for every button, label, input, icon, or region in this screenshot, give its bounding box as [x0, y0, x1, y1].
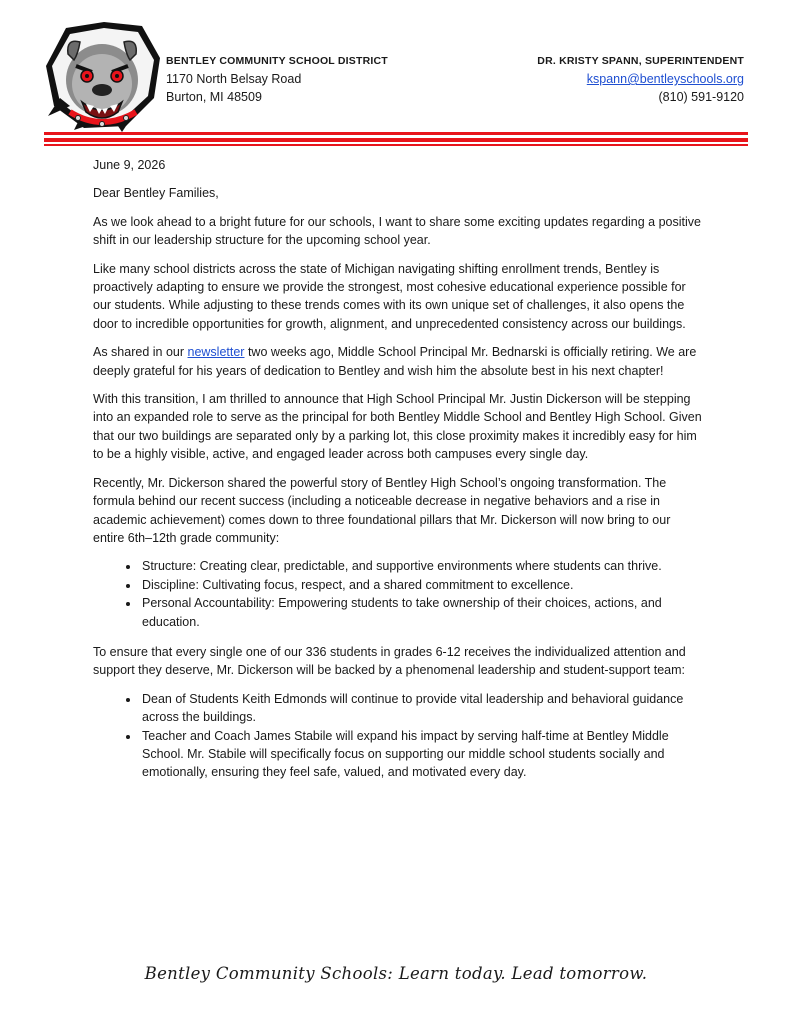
- address-line-2: Burton, MI 48509: [166, 90, 262, 104]
- list-item: • Personal Accountability: Empowering students to take ownership of their choices, actions, and education.: [140, 594, 705, 631]
- list-item: • Structure: Creating clear, predictable, and supportive environments where students can thrive.: [140, 557, 705, 575]
- list-item: • Dean of Students Keith Edmonds will continue to provide vital leadership and behavioral guidance across the buildings.: [140, 690, 705, 727]
- district-info: [166, 52, 388, 106]
- letter-paragraph: As shared in our newsletter two weeks ago, Middle School Principal Mr. Bednarski is officially retiring. We are deeply grateful for his years of dedication to Bentley and wish him the absolute best in his next chapter!: [93, 345, 697, 378]
- superintendent-email-link[interactable]: kspann@bentleyschools.org: [586, 72, 744, 86]
- address-line-1: 1170 North Belsay Road: [166, 72, 302, 86]
- newsletter-link[interactable]: newsletter: [187, 345, 245, 360]
- superintendent-phone: (810) 591-9120: [658, 90, 744, 104]
- district-name: BENTLEY COMMUNITY SCHOOL DISTRICT: [166, 55, 388, 67]
- list-item: • Discipline: Cultivating focus, respect, and a shared commitment to excellence.: [140, 576, 705, 594]
- letter-paragraph: Recently, Mr. Dickerson shared the powerful story of Bentley High School’s ongoing transformation. The formula behind our recent success (including a noticeable decrease in negative behaviors and a rise in academic achievement) comes down to three foundational pillars that Mr. Dickerson will now bring to our entire 6th–12th grade community:: [93, 475, 671, 545]
- bulldog-mascot-icon: [44, 20, 162, 132]
- letter-paragraph: With this transition, I am thrilled to announce that High School Principal Mr. Justin Dickerson will be stepping into an expanded role to serve as the principal for both Bentley Middle School and Bentley High School. Given that our two buildings are separated only by a parking lot, this close proximity makes it incredibly easy for him to be a highly visible, active, and engaged leader across both campuses every single day.: [93, 392, 702, 462]
- pillars-list: [93, 557, 705, 631]
- footer-motto: Bentley Community Schools: Learn today. Lead tomorrow.: [144, 964, 648, 983]
- list-item: • Teacher and Coach James Stabile will expand his impact by serving half-time at Bentley Middle School. Mr. Stabile will specifically focus on supporting our middle school students socially and emotionally, ensuring they feel safe, valued, and motivated every day.: [140, 727, 705, 782]
- header-divider: [44, 132, 748, 147]
- letter-paragraph: As we look ahead to a bright future for our schools, I want to share some exciting updates regarding a positive shift in our leadership structure for the upcoming school year.: [93, 214, 701, 248]
- superintendent-name: DR. KRISTY SPANN, SUPERINTENDENT: [537, 55, 744, 67]
- letter-paragraph: To ensure that every single one of our 336 students in grades 6-12 receives the individualized attention and support they deserve, Mr. Dickerson will be backed by a phenomenal leadership and student-support team:: [93, 644, 686, 678]
- superintendent-info: [537, 52, 744, 106]
- letter-body: [93, 156, 705, 794]
- letter-date: June 9, 2026: [93, 158, 166, 172]
- letter-salutation: Dear Bentley Families,: [93, 186, 219, 201]
- team-list: [93, 690, 705, 782]
- letter-paragraph: Like many school districts across the state of Michigan navigating shifting enrollment trends, Bentley is proactively adapting to ensure we provide the strongest, most cohesive educational experience possible for our students. While adjusting to these trends comes with its own unique set of challenges, it also opens the door to incredible opportunities for growth, alignment, and unprecedented consistency across our buildings.: [93, 261, 686, 331]
